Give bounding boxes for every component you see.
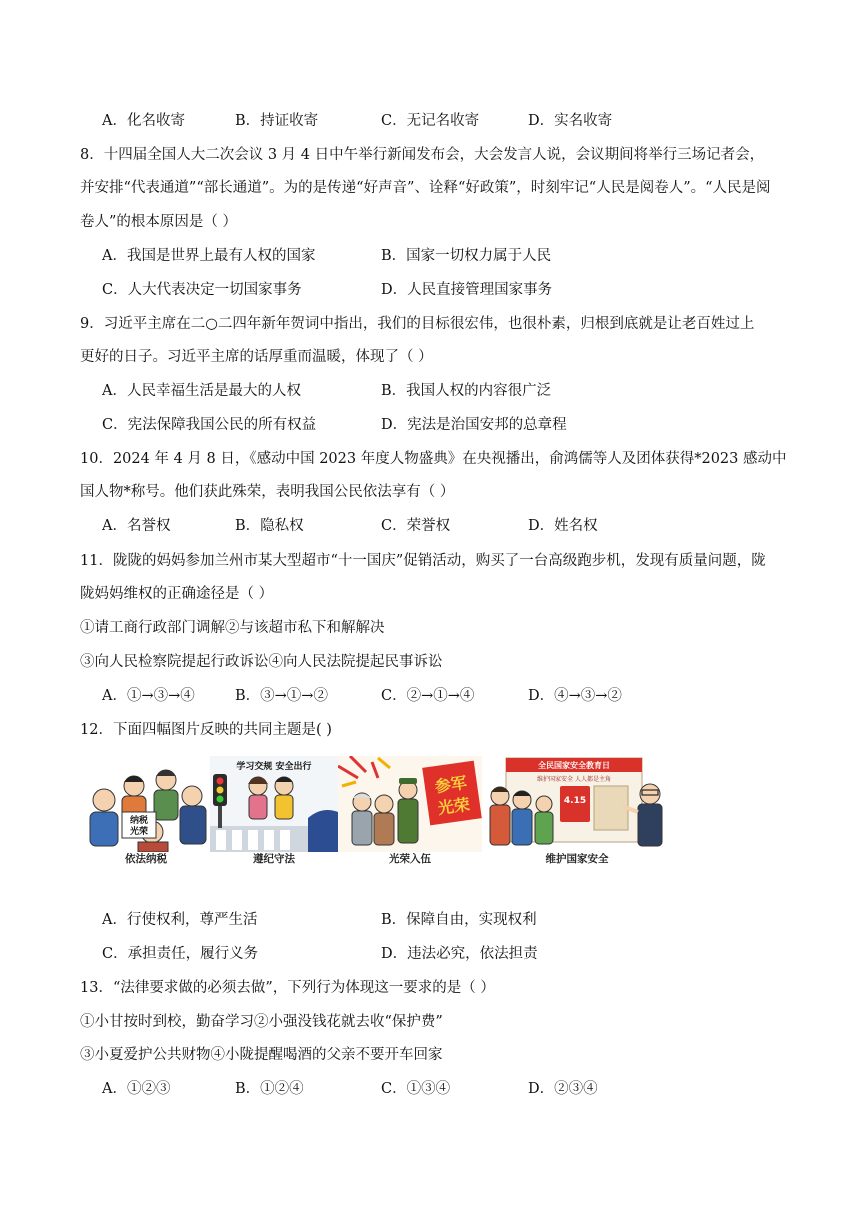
- panel-security: [482, 756, 672, 866]
- q11-option-c[interactable]: C．②→①→④: [381, 688, 475, 704]
- enlist-illustration: [338, 756, 482, 852]
- q13-statement-line-2: ③小夏爱护公共财物④小陇提醒喝酒的父亲不要开车回家: [80, 1047, 443, 1063]
- board-title-text: 全民国家安全教育日: [538, 761, 610, 770]
- q8-option-c[interactable]: C．人大代表决定一切国家事务: [102, 282, 302, 298]
- tax-illustration: [82, 756, 210, 852]
- q11-option-d[interactable]: D．④→③→②: [528, 688, 622, 704]
- q7-option-c[interactable]: C．无记名收寄: [381, 113, 480, 129]
- tax-sign-text-1: 纳税: [129, 816, 149, 826]
- q9-option-d[interactable]: D．宪法是治国安邦的总章程: [381, 417, 567, 433]
- q11-stem-line-2: 陇妈妈维权的正确途径是（ ）: [80, 586, 274, 602]
- enlist-sign-text-1: 参军: [433, 772, 468, 797]
- q12-figure: [82, 756, 672, 866]
- q13-option-a[interactable]: A．①②③: [102, 1081, 171, 1097]
- q10-option-c[interactable]: C．荣誉权: [381, 518, 451, 534]
- badge-date-text: 4.15: [563, 796, 587, 806]
- q10-stem-line-2: 国人物*称号。他们获此殊荣，表明我国公民依法享有（ ）: [80, 484, 455, 500]
- tax-sign-text-2: 光荣: [129, 827, 149, 837]
- panel-army-caption: 光荣入伍: [389, 853, 431, 865]
- q8-option-b[interactable]: B．国家一切权力属于人民: [381, 248, 552, 264]
- q13-stem: 13．“法律要求做的必须去做”，下列行为体现这一要求的是（ ）: [80, 980, 495, 996]
- q10-option-b[interactable]: B．隐私权: [235, 518, 304, 534]
- panel-law-caption: 遵纪守法: [253, 853, 295, 865]
- panel-army: [338, 756, 482, 866]
- q7-option-d[interactable]: D．实名收寄: [528, 113, 613, 129]
- q11-option-a[interactable]: A．①→③→④: [102, 688, 195, 704]
- q13-option-b[interactable]: B．①②④: [235, 1081, 304, 1097]
- q11-statement-line-2: ③向人民检察院提起行政诉讼④向人民法院提起民事诉讼: [80, 654, 443, 670]
- q8-stem-line-1: 8．十四届全国人大二次会议 3 月 4 日中午举行新闻发布会，大会发言人说，会议期间将举行三场记者会，: [80, 147, 765, 163]
- q8-stem-line-3: 卷人”的根本原因是（ ）: [80, 214, 238, 230]
- q12-option-a[interactable]: A．行使权利，尊严生活: [102, 912, 258, 928]
- q11-stem-line-1: 11．陇陇的妈妈参加兰州市某大型超市“十一国庆”促销活动，购买了一台高级跑步机，发现有质量问题，陇: [80, 553, 766, 569]
- q10-option-d[interactable]: D．姓名权: [528, 518, 598, 534]
- q8-option-d[interactable]: D．人民直接管理国家事务: [381, 282, 553, 298]
- q11-statement-line-1: ①请工商行政部门调解②与该超市私下和解解决: [80, 620, 385, 636]
- q13-statement-line-1: ①小甘按时到校，勤奋学习②小强没钱花就去收“保护费”: [80, 1014, 443, 1030]
- traffic-illustration: [210, 756, 338, 852]
- panel-tax-caption: 依法纳税: [125, 853, 167, 865]
- q12-option-b[interactable]: B．保障自由，实现权利: [381, 912, 537, 928]
- q13-option-d[interactable]: D．②③④: [528, 1081, 598, 1097]
- q9-stem-line-2: 更好的日子。习近平主席的话厚重而温暖，体现了（ ）: [80, 349, 433, 365]
- q9-stem-line-1: 9．习近平主席在二○二四年新年贺词中指出，我们的目标很宏伟，也很朴素，归根到底就是让老百姓过上: [80, 316, 755, 332]
- q9-option-b[interactable]: B．我国人权的内容很广泛: [381, 383, 552, 399]
- q11-option-b[interactable]: B．③→①→②: [235, 688, 328, 704]
- q9-option-c[interactable]: C．宪法保障我国公民的所有权益: [102, 417, 317, 433]
- q10-option-a[interactable]: A．名誉权: [102, 518, 171, 534]
- q9-option-a[interactable]: A．人民幸福生活是最大的人权: [102, 383, 301, 399]
- board-subtitle-text: 维护国家安全 人人都是主角: [537, 776, 611, 783]
- q7-option-a[interactable]: A．化名收寄: [102, 113, 185, 129]
- panel-law: [210, 756, 338, 866]
- q10-stem-line-1: 10．2024 年 4 月 8 日，《感动中国 2023 年度人物盛典》在央视播出，俞鸿儒等人及团体获得*2023 感动中: [80, 451, 787, 467]
- q12-stem: 12．下面四幅图片反映的共同主题是( ): [80, 722, 332, 738]
- q8-stem-line-2: 并安排“代表通道”“部长通道”。为的是传递“好声音”、诠释“好政策”，时刻牢记“人民是阅卷人”。“人民是阅: [80, 180, 771, 196]
- enlist-sign-text-2: 光荣: [436, 794, 472, 819]
- q13-option-c[interactable]: C．①③④: [381, 1081, 451, 1097]
- traffic-banner-text: 学习交规 安全出行: [236, 762, 312, 772]
- q12-option-d[interactable]: D．违法必究，依法担责: [381, 946, 538, 962]
- q7-option-b[interactable]: B．持证收寄: [235, 113, 319, 129]
- security-illustration: [482, 756, 672, 852]
- q8-option-a[interactable]: A．我国是世界上最有人权的国家: [102, 248, 316, 264]
- panel-tax: [82, 756, 210, 866]
- panel-security-caption: 维护国家安全: [545, 853, 609, 865]
- q12-option-c[interactable]: C．承担责任，履行义务: [102, 946, 259, 962]
